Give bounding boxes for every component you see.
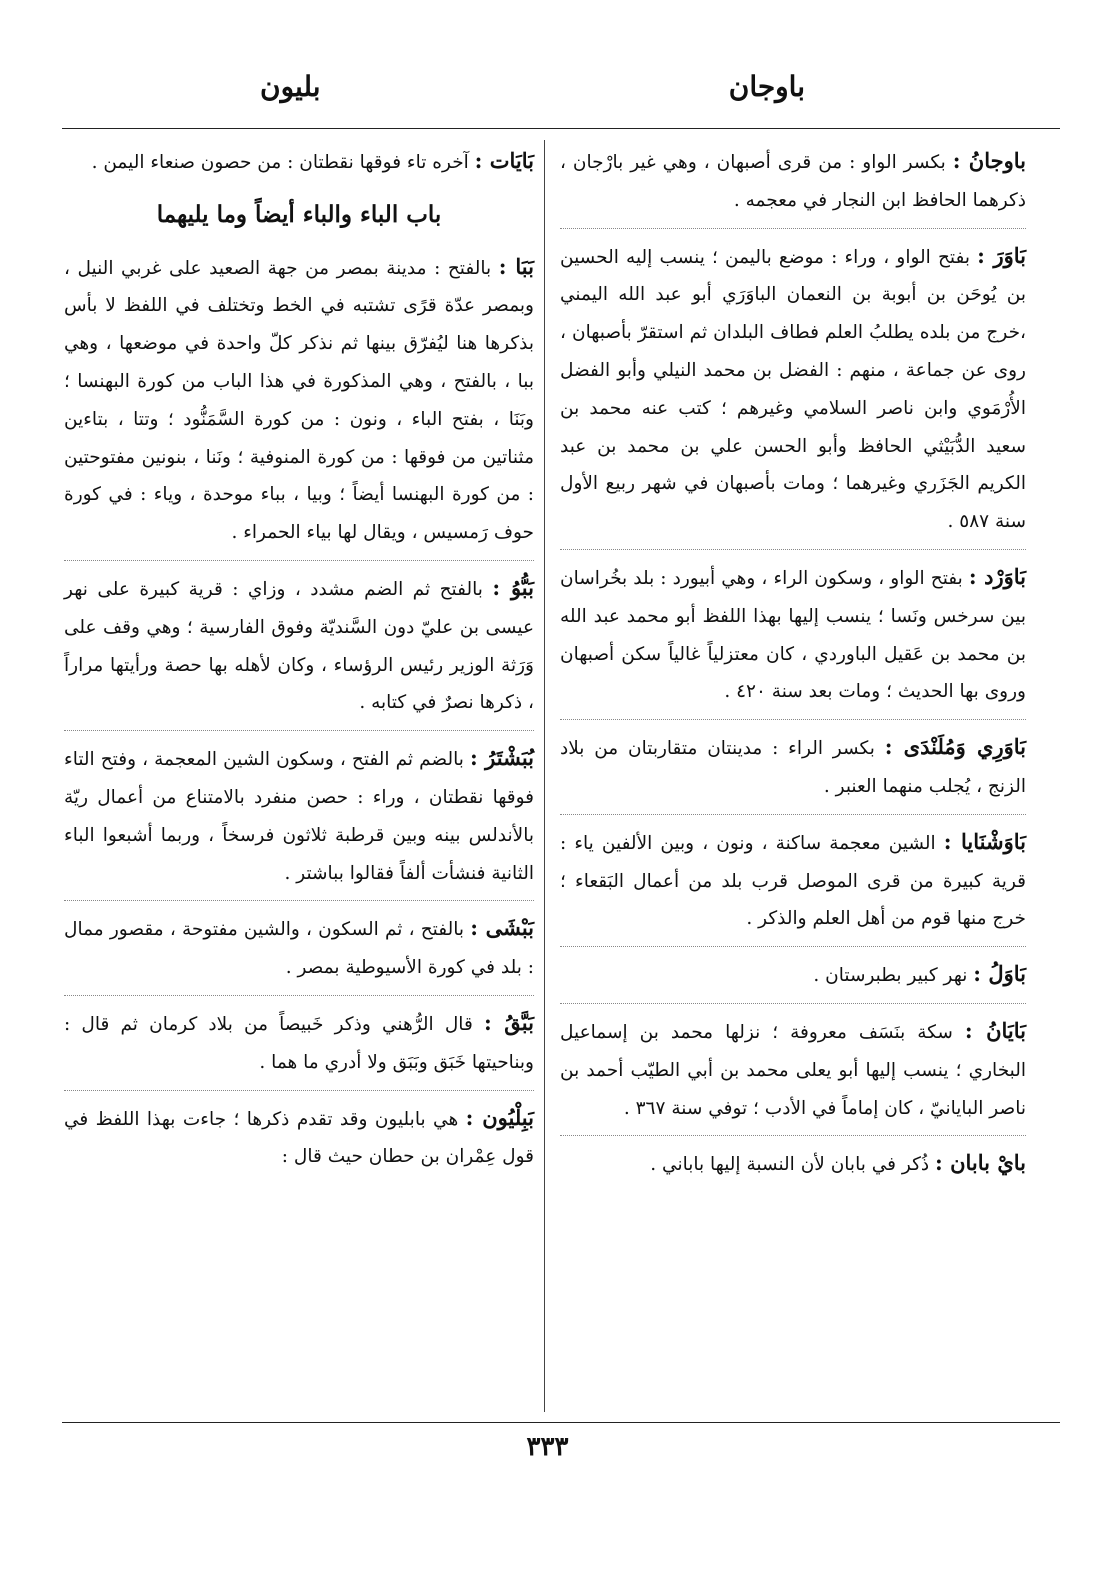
entry-text: بالضم ثم الفتح ، وسكون الشين المعجمة ، وفتح التاء فوقها نقطتان ، وراء : حصن منفرد بالامتناع من أعمال ريّة بالأندلس بينه وبين قرطبة ثلاثون فرسخاً ، وربما أشبعوا الباء الثانية فنشأت ألفاً فقالوا بباشتر . [64, 749, 534, 884]
entry [64, 1004, 534, 1082]
entry [560, 1144, 1026, 1184]
left-column [64, 142, 534, 1184]
entry-separator [560, 1135, 1026, 1136]
entry [560, 823, 1026, 938]
entry [560, 955, 1026, 995]
entry [560, 558, 1026, 711]
section-title: باب الباء والباء أيضاً وما يليهما [156, 200, 442, 228]
entry-separator [560, 719, 1026, 720]
entry-separator [64, 995, 534, 996]
entry [560, 142, 1026, 220]
entry-separator [64, 900, 534, 901]
right-column [560, 142, 1026, 1192]
entry [64, 248, 534, 552]
entry-text: الشين معجمة ساكنة ، ونون ، وبين الألفين ياء : قرية كبيرة من قرى الموصل قرب بلد من أعمال البَقعاء ؛ خرج منها قوم من أهل العلم والذكر . [560, 832, 1026, 930]
entry [64, 569, 534, 722]
entry [64, 909, 534, 987]
entry-text: ذُكر في بابان لأن النسبة إليها باباني . [650, 1154, 936, 1176]
entry [64, 142, 534, 182]
entry-text: آخره تاء فوقها نقطتان : من حصون صنعاء اليمن . [91, 152, 475, 173]
entry-headword: بَبِلْيُون : [465, 1104, 534, 1130]
entry-headword: بايْ بابان : [935, 1150, 1026, 1176]
entry-headword: بَبْشَى : [470, 915, 534, 941]
entry-text: بفتح الواو ، وراء : موضع باليمن ؛ ينسب إليه الحسين بن يُوحَن بن أبوبة بن النعمان الباوَرَي أبو عبد الله اليمني ،خرج من بلده يطلبُ العلم فطاف البلدان ثم استقرّ بأصبهان ، روى عن جماعة ، منهم : الفضل بن محمد النيلي وأبو الفضل الأُرْمَوي وابن ناصر السلامي وغيرهم ؛ كتب عنه محمد بن سعيد الدُّبَيْثي الحافظ وأبو الحسن علي بن محمد بن عبد الكريم الجَزَري وغيرهما ؛ ومات بأصبهان في شهر ربيع الأول سنة ٥٨٧ . [560, 246, 1026, 533]
running-header-left: بليون [260, 70, 321, 103]
entry-separator [560, 946, 1026, 947]
running-header-right: باوجان [728, 70, 805, 103]
entry-text: بكسر الراء : مدينتان متقاربتان من بلاد الزنج ، يُجلب منهما العنبر . [560, 738, 1026, 797]
entry [64, 1099, 534, 1177]
entry-text: بفتح الواو ، وسكون الراء ، وهي أبيورد : بلد بخُراسان بين سرخس ونَسا ؛ ينسب إليها بهذا اللفظ أبو محمد عبد الله بن محمد بن عَقيل الباوردي ، كان معتزلياً غالياً سكن أصبهان وروى بها الحديث ؛ ومات بعد سنة ٤٢٠ . [560, 567, 1026, 703]
header-rule [62, 128, 1060, 129]
entry-separator [560, 814, 1026, 815]
entry-separator [560, 228, 1026, 229]
entry-headword: بُبَشْتَرُ : [469, 745, 534, 771]
entry-headword: بَايَانُ : [964, 1017, 1026, 1043]
entry [560, 237, 1026, 541]
entry-separator [64, 560, 534, 561]
entry-headword: بَاوَرِي وَمُلَنْدَى : [884, 734, 1026, 760]
entry-separator [560, 549, 1026, 550]
entry-separator [64, 730, 534, 731]
entry-text: نهر كبير بطبرستان . [813, 965, 974, 987]
footer-rule [62, 1422, 1060, 1423]
column-divider [544, 140, 545, 1412]
entry [560, 728, 1026, 806]
entry-headword: بَبُّوُ : [492, 574, 534, 600]
page-number: ٣٣٣ [526, 1432, 569, 1462]
entry-headword: بَايَات : [474, 148, 534, 173]
entry-separator [64, 1090, 534, 1091]
entry-text: بالفتح ، ثم السكون ، والشين مفتوحة ، مقصور ممال : بلد في كورة الأسيوطية بمصر . [64, 919, 534, 979]
entry-headword: بَبَّقُ : [483, 1009, 534, 1035]
entry-text: بكسر الواو : من قرى أصبهان ، وهي غير بارْجان ، ذكرهما الحافظ ابن النجار في معجمه . [560, 152, 1026, 211]
entry-headword: بَاوَلُ : [973, 961, 1026, 987]
entry-text: قال الرُّهني وذكر خَبيصاً من بلاد كرمان ثم قال : وبناحيتها خَبَق وبَبَق ولا أدري ما هما . [64, 1013, 534, 1073]
entry-headword: باوجانُ : [952, 148, 1026, 173]
entry [64, 739, 534, 892]
entry-text: بالفتح ثم الضم مشدد ، وزاي : قرية كبيرة على نهر عيسى بن عليّ دون السَّنديّة وفوق الفارسية ؛ وهي وقف على وَرَثة الوزير رئيس الرؤساء ، وكان لأهله بها حصة ورأيتها مراراً ، ذكرها نصرٌ في كتابه . [64, 578, 534, 714]
entry-headword: بَبَا : [498, 253, 534, 279]
entry-text: سكة بنَسَف معروفة ؛ نزلها محمد بن إسماعيل البخاري ؛ ينسب إليها أبو يعلى محمد بن أبي الطيّب أحمد بن ناصر البايانيّ ، كان إماماً في الأدب ؛ توفي سنة ٣٦٧ . [560, 1021, 1026, 1119]
entry-separator [560, 1003, 1026, 1004]
entry-text: هي بابليون وقد تقدم ذكرها ؛ جاءت بهذا اللفظ في قول عِمْران بن حطان حيث قال : [64, 1108, 534, 1168]
entry-text: بالفتح : مدينة بمصر من جهة الصعيد على غربي النيل ، وبمصر عدّة قرًى تشتبه في الخط وتختلف في اللفظ لا بأس بذكرها هنا ليُفرّق بينها ثم نذكر كلّ واحدة في موضعها ، وهي ببا ، بالفتح ، وهي المذكورة في هذا الباب من كورة البهنسا ؛ وبَنَا ، بفتح الباء ، ونون : من كورة السَّمَنُّود ؛ وتتا ، بتاءين مثناتين من فوقها : من كورة المنوفية ؛ ونَنا ، بنونين مفتوحتين : من كورة البهنسا أيضاً ؛ وبيا ، بباء موحدة ، وياء : في كورة حوف رَمسيس ، ويقال لها بياء الحمراء . [64, 257, 534, 544]
entry-headword: بَاوَرَ : [977, 242, 1026, 268]
entry-headword: بَاوَرْد : [968, 563, 1026, 589]
entry-headword: بَاوَشْنَايا : [943, 828, 1026, 854]
entry [560, 1012, 1026, 1127]
